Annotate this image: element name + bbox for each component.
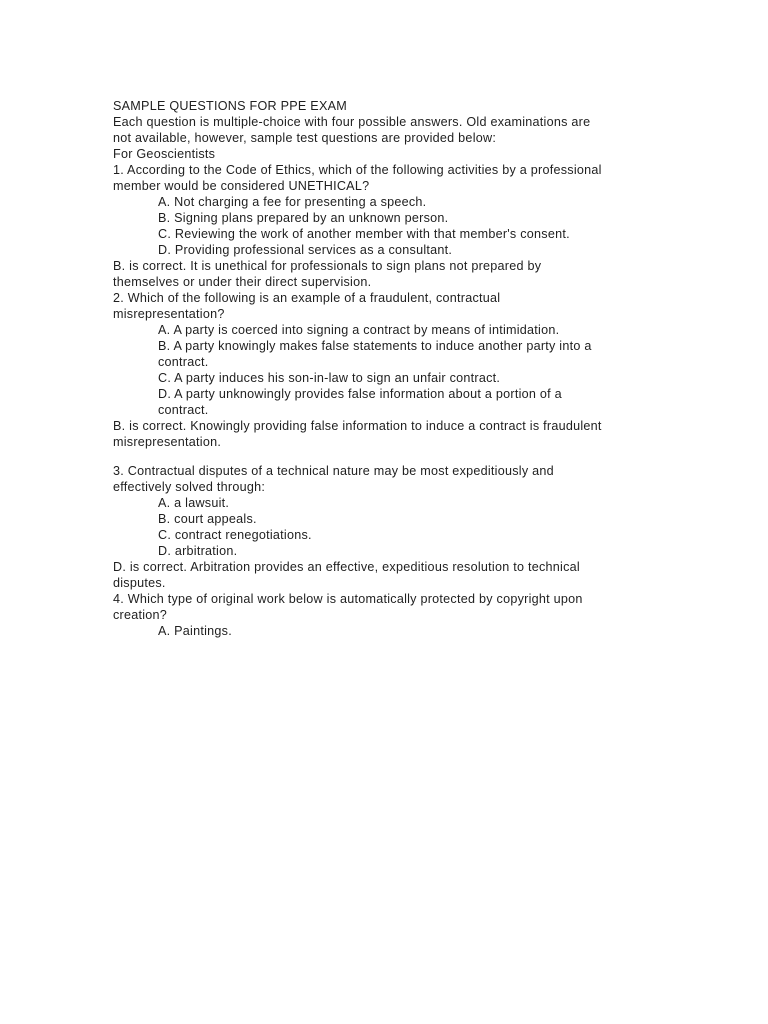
answer-option-b: B. A party knowingly makes false statements to induce another party into a contract.	[158, 339, 592, 369]
answer-option-a: A. Not charging a fee for presenting a speech.	[158, 195, 427, 209]
question-block-3	[113, 463, 728, 591]
answer-option-a: A. Paintings.	[158, 624, 232, 638]
section-heading: For Geoscientists	[113, 147, 216, 161]
question-text: 3. Contractual disputes of a technical nature may be most expeditiously and effectively solved through:	[113, 464, 554, 494]
answer-option-c: C. contract renegotiations.	[158, 528, 312, 542]
answer-explanation: D. is correct. Arbitration provides an effective, expeditious resolution to technical disputes.	[113, 560, 580, 590]
answer-option-d: D. Providing professional services as a consultant.	[158, 243, 453, 257]
answer-option-d: D. arbitration.	[158, 544, 238, 558]
intro-paragraph: Each question is multiple-choice with four possible answers. Old examinations are not available, however, sample test questions are provided below:	[113, 115, 591, 145]
answer-option-a: A. A party is coerced into signing a contract by means of intimidation.	[158, 323, 560, 337]
question-block-1	[113, 162, 728, 290]
page-title: SAMPLE QUESTIONS FOR PPE EXAM	[113, 99, 347, 113]
answer-option-b: B. Signing plans prepared by an unknown person.	[158, 211, 449, 225]
answer-option-c: C. Reviewing the work of another member with that member's consent.	[158, 227, 570, 241]
answer-explanation: B. is correct. Knowingly providing false information to induce a contract is fraudulent misrepresentation.	[113, 419, 602, 449]
answer-option-d: D. A party unknowingly provides false information about a portion of a contract.	[158, 387, 562, 417]
answer-option-b: B. court appeals.	[158, 512, 257, 526]
question-text: 2. Which of the following is an example of a fraudulent, contractual misrepresentation?	[113, 291, 501, 321]
question-block-2	[113, 290, 728, 450]
question-text: 1. According to the Code of Ethics, which of the following activities by a professional member would be considered UNETHICAL?	[113, 163, 602, 193]
question-text: 4. Which type of original work below is automatically protected by copyright upon creation?	[113, 592, 583, 622]
answer-option-c: C. A party induces his son-in-law to sign an unfair contract.	[158, 371, 501, 385]
answer-explanation: B. is correct. It is unethical for professionals to sign plans not prepared by themselves or under their direct supervision.	[113, 259, 542, 289]
answer-option-a: A. a lawsuit.	[158, 496, 230, 510]
question-block-4	[113, 591, 728, 639]
